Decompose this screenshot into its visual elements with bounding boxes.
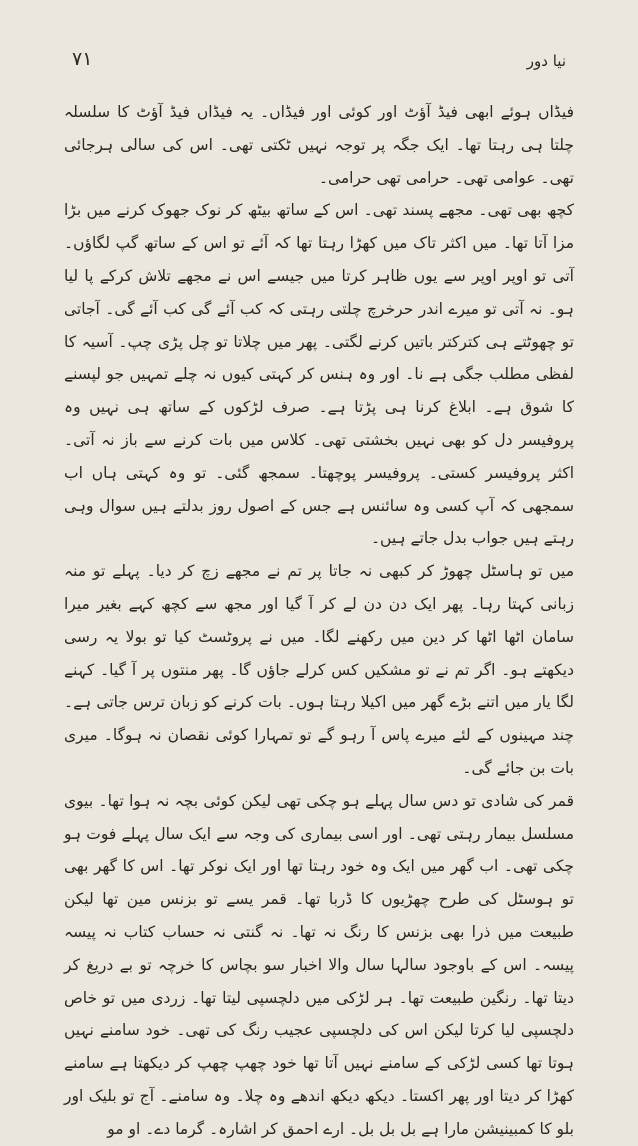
page-header: [72, 48, 566, 78]
paragraph: قمر کی شادی تو دس سال پہلے ہو چکی تھی لیکن کوئی بچہ نہ ہوا تھا۔ بیوی مسلسل بیمار رہتی تھی۔ اور اسی بیماری کی وجہ سے ایک سال پہلے فوت ہو چکی تھی۔ اب گھر میں ایک وہ خود رہتا تھا اور ایک نوکر تھا۔ اس کا گھر بھی تو ہوسٹل کی طرح چھڑیوں کا ڈربا تھا۔ قمر یسے تو بزنس مین تھا لیکن طبیعت میں ذرا بھی بزنس کا رنگ نہ تھا۔ نہ گنتی نہ حساب کتاب نہ پیسہ پیسہ۔ اس کے باوجود سالہا سال والا اخبار سو بچاس کا خرچہ تو بے دریغ کر دیتا تھا۔ رنگین طبیعت تھا۔ ہر لڑکی میں دلچسپی لیتا تھا۔ زردی میں تو خاص دلچسپی لیا کرتا لیکن اس کی دلچسپی عجیب رنگ کی تھی۔ خود سامنے نہیں ہوتا تھا کسی لڑکی کے سامنے نہیں آتا تھا خود چھپ چھپ کر دیکھتا ہے سامنے کھڑا کر دیتا اور پھر اکستا۔ دیکھ دیکھ اندھے وہ چلا۔ وہ سامنے۔ آج تو بلیک اور بلو کا کمبینیشن مارا ہے بل بل بل۔ ارے احمق کر اشارہ۔ گرما دے۔ او مو: [64, 791, 574, 1138]
page-number: ۷۱: [72, 48, 93, 70]
paragraph: کچھ بھی تھی۔ مجھے پسند تھی۔ اس کے ساتھ بیٹھ کر نوک جھوک کرنے میں بڑا مزا آتا تھا۔ میں اکثر تاک میں کھڑا رہتا تھا کہ آئے تو اس کے ساتھ گپ لگاؤں۔ آتی تو اوپر اوپر سے یوں ظاہر کرتا میں جیسے اس نے مجھے تلاش کرکے پا لیا ہو۔ نہ آتی تو میرے اندر حرخرچ چلتی رہتی کہ کب آئے گی کب آئے گی۔ آجاتی تو چھوٹتے ہی کترکتر باتیں کرنے لگتی۔ پھر میں چلاتا تو چل پڑی چپ۔ آسیہ کا لفظی مطلب جگی ہے نا۔ اور وہ ہنس کر کہتی کیوں نہ چلے تمہیں جو لپسنے کا شوق ہے۔ ابلاغ کرنا ہی پڑتا ہے۔ صرف لڑکوں کے ساتھ ہی نہیں وہ پروفیسر دل کو بھی نہیں بخشتی تھی۔ کلاس میں بات کرنے سے باز نہ آتی۔ اکثر پروفیسر کستی۔ پروفیسر پوچھتا۔ سمجھ گئی۔ تو وہ کہتی ہاں اب سمجھی کہ آپ کسی وہ سائنس ہے جس کے اصول روز بدلتے ہیں سوال وہی رہتے ہیں جواب بدل جاتے ہیں۔: [64, 201, 574, 548]
body-text: [64, 96, 574, 1146]
paragraph: فیڈاں ہوئے ابھی فیڈ آؤٹ اور کوئی اور فیڈاں۔ یہ فیڈاں فیڈ آؤٹ کا سلسلہ چلتا ہی رہتا تھا۔ ایک جگہ پر توجہ نہیں ٹکتی تھی۔ اس کی سالی ہرجائی تھی۔ عوامی تھی۔ حرامی تھی حرامی۔: [64, 103, 574, 187]
running-title: نیا دور: [526, 52, 566, 70]
paragraph: میں تو ہاسٹل چھوڑ کر کبھی نہ جاتا پر تم نے مجھے زچ کر دیا۔ پہلے تو منہ زبانی کہتا رہا۔ پھر ایک دن دن لے کر آ گیا اور مجھ سے کچھ کہے بغیر میرا سامان اٹھا اٹھا کر دین میں رکھنے لگا۔ میں نے پروٹسٹ کیا تو بولا یہ رسی دیکھتے ہو۔ اگر تم نے تو مشکیں کس کرلے جاؤں گا۔ پھر منتوں پر آ گیا۔ کہنے لگا یار میں اتنے بڑے گھر میں اکیلا رہتا ہوں۔ بات کرنے کو زبان ترس جاتی ہے۔ چند مہینوں کے لئے میرے پاس آ رہو گے تو تمہارا کوئی نقصان نہ ہوگا۔ میری بات بن جائے گی۔: [64, 562, 574, 777]
